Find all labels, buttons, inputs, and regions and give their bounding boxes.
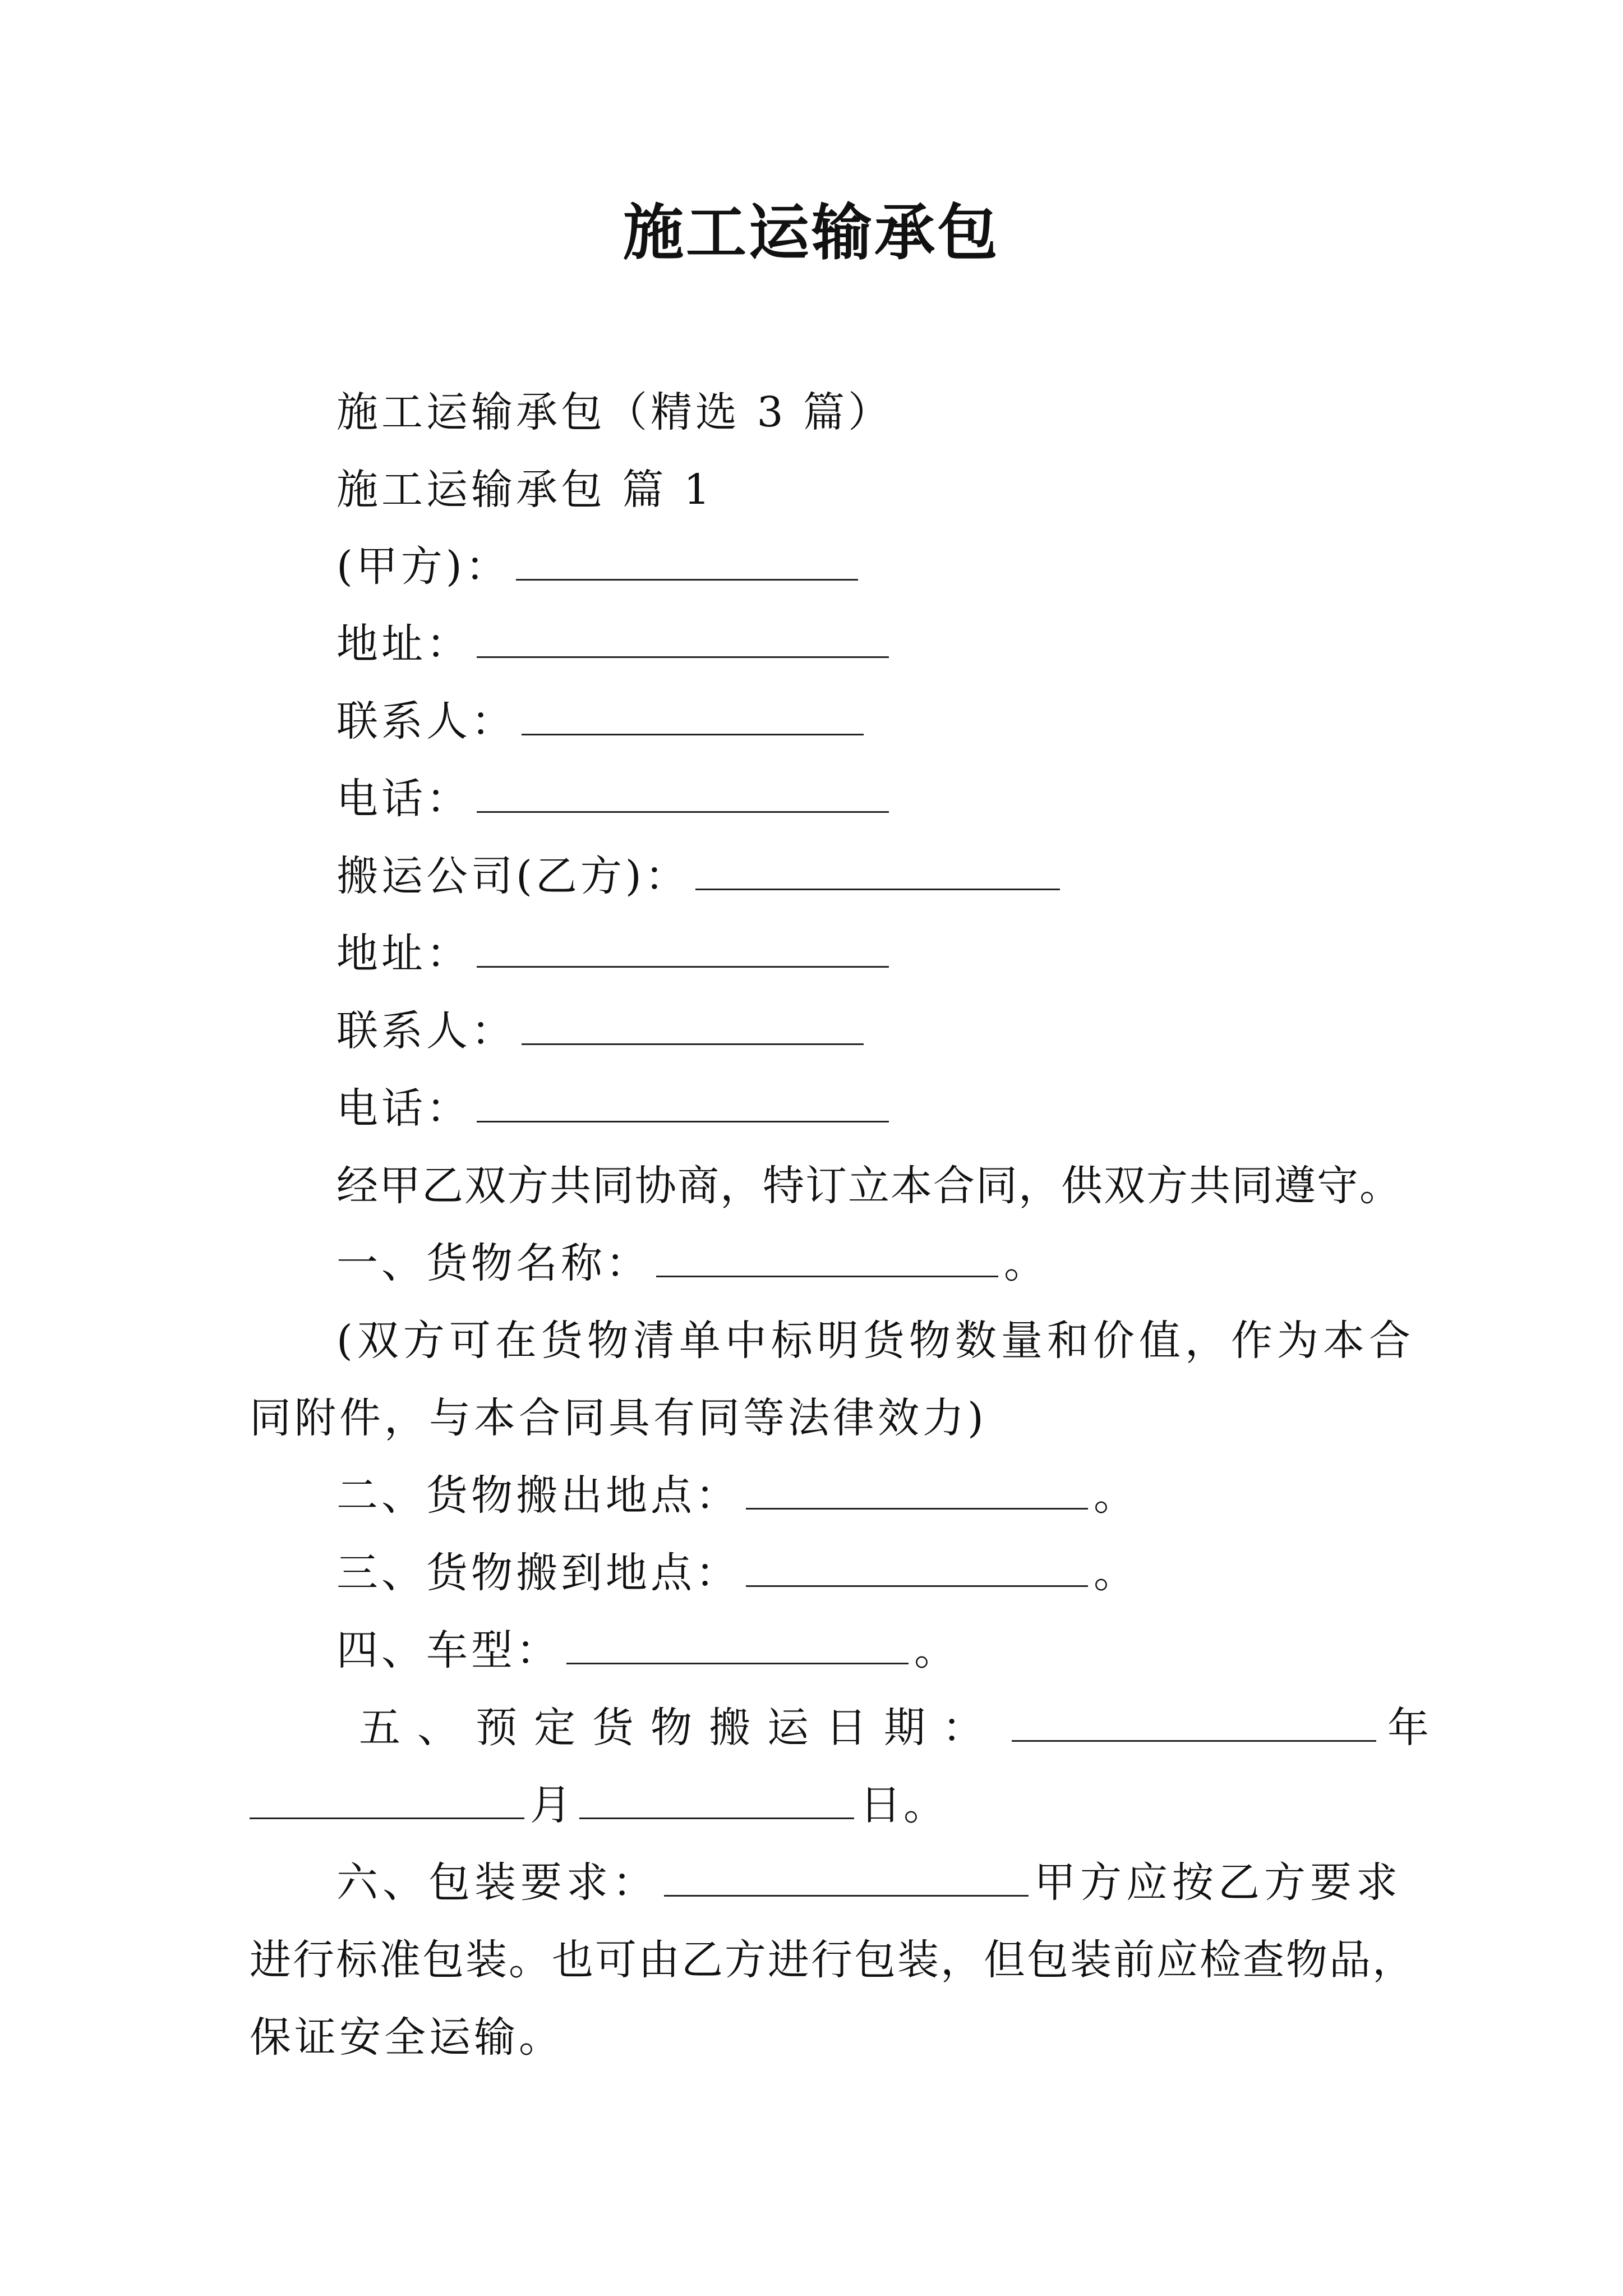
goods-note-line2: 同附件，与本合同具有同等法律效力) [250, 1394, 987, 1442]
party-a-contact-field[interactable] [522, 694, 864, 735]
day-label: 日。 [860, 1781, 947, 1829]
month-field[interactable] [250, 1778, 524, 1819]
clause-origin [336, 1465, 1138, 1526]
packing-text3: 保证安全运输。 [250, 2013, 564, 2062]
goods-name-label: 一、货物名称： [336, 1239, 651, 1287]
packing-text2: 进行标准包装。也可由乙方进行包装，但包装前应检查物品， [250, 1936, 1415, 1984]
party-b-contact-row [336, 1000, 869, 1062]
period: 。 [914, 1626, 959, 1674]
party-a-label: (甲方)： [336, 542, 510, 591]
party-b-name-field[interactable] [695, 849, 1060, 890]
party-b-label: 搬运公司(乙方)： [336, 852, 690, 900]
origin-label: 二、货物搬出地点： [336, 1471, 740, 1520]
vehicle-field[interactable] [566, 1623, 909, 1664]
clause-goods-name [336, 1232, 1049, 1294]
party-a-contact-label: 联系人： [336, 697, 516, 746]
destination-field[interactable] [746, 1546, 1088, 1587]
clause-destination [336, 1542, 1138, 1604]
period: 。 [1094, 1471, 1138, 1520]
year-field[interactable] [1012, 1701, 1376, 1742]
packing-label: 六、包装要求： [336, 1858, 658, 1907]
party-b-address-field[interactable] [477, 927, 889, 968]
party-a-row [336, 536, 864, 597]
day-field[interactable] [579, 1778, 854, 1819]
month-label: 月 [530, 1781, 574, 1829]
party-b-row [336, 845, 1066, 907]
period: 。 [1004, 1239, 1049, 1287]
year-label: 年 [1387, 1704, 1446, 1752]
party-b-phone-label: 电话： [336, 1084, 471, 1133]
clause-packing [336, 1852, 1402, 1913]
party-a-phone-label: 电话： [336, 775, 471, 823]
packing-text1: 甲方应按乙方要求 [1034, 1858, 1402, 1907]
clause-date-cont [250, 1774, 947, 1836]
party-b-contact-field[interactable] [522, 1004, 864, 1045]
date-label: 五、预定货物搬运日期： [359, 1704, 1000, 1752]
party-a-address-label: 地址： [336, 620, 471, 668]
party-a-phone-field[interactable] [477, 772, 889, 813]
party-b-contact-label: 联系人： [336, 1007, 516, 1055]
document-title: 施工运输承包 [623, 197, 1000, 268]
party-a-name-field[interactable] [516, 540, 858, 581]
party-b-address-row [336, 923, 895, 984]
goods-note-line1: (双方可在货物清单中标明货物数量和价值，作为本合 [336, 1317, 1415, 1365]
goods-name-field[interactable] [656, 1236, 998, 1277]
party-a-phone-row [336, 768, 895, 830]
origin-field[interactable] [746, 1469, 1088, 1510]
party-b-phone-row [336, 1078, 895, 1139]
packing-field[interactable] [664, 1856, 1029, 1897]
party-b-address-label: 地址： [336, 930, 471, 978]
clause-date [359, 1697, 1446, 1759]
destination-label: 三、货物搬到地点： [336, 1549, 740, 1597]
clause-vehicle [336, 1619, 959, 1681]
subtitle: 施工运输承包（精选 3 篇） [336, 388, 893, 436]
party-a-contact-row [336, 691, 869, 752]
party-a-address-row [336, 613, 895, 675]
party-b-phone-field[interactable] [477, 1082, 889, 1122]
section-heading: 施工运输承包 篇 1 [336, 466, 714, 514]
vehicle-label: 四、车型： [336, 1626, 561, 1674]
party-a-address-field[interactable] [477, 617, 889, 658]
preamble: 经甲乙双方共同协商，特订立本合同，供双方共同遵守。 [336, 1162, 1402, 1210]
period: 。 [1094, 1549, 1138, 1597]
